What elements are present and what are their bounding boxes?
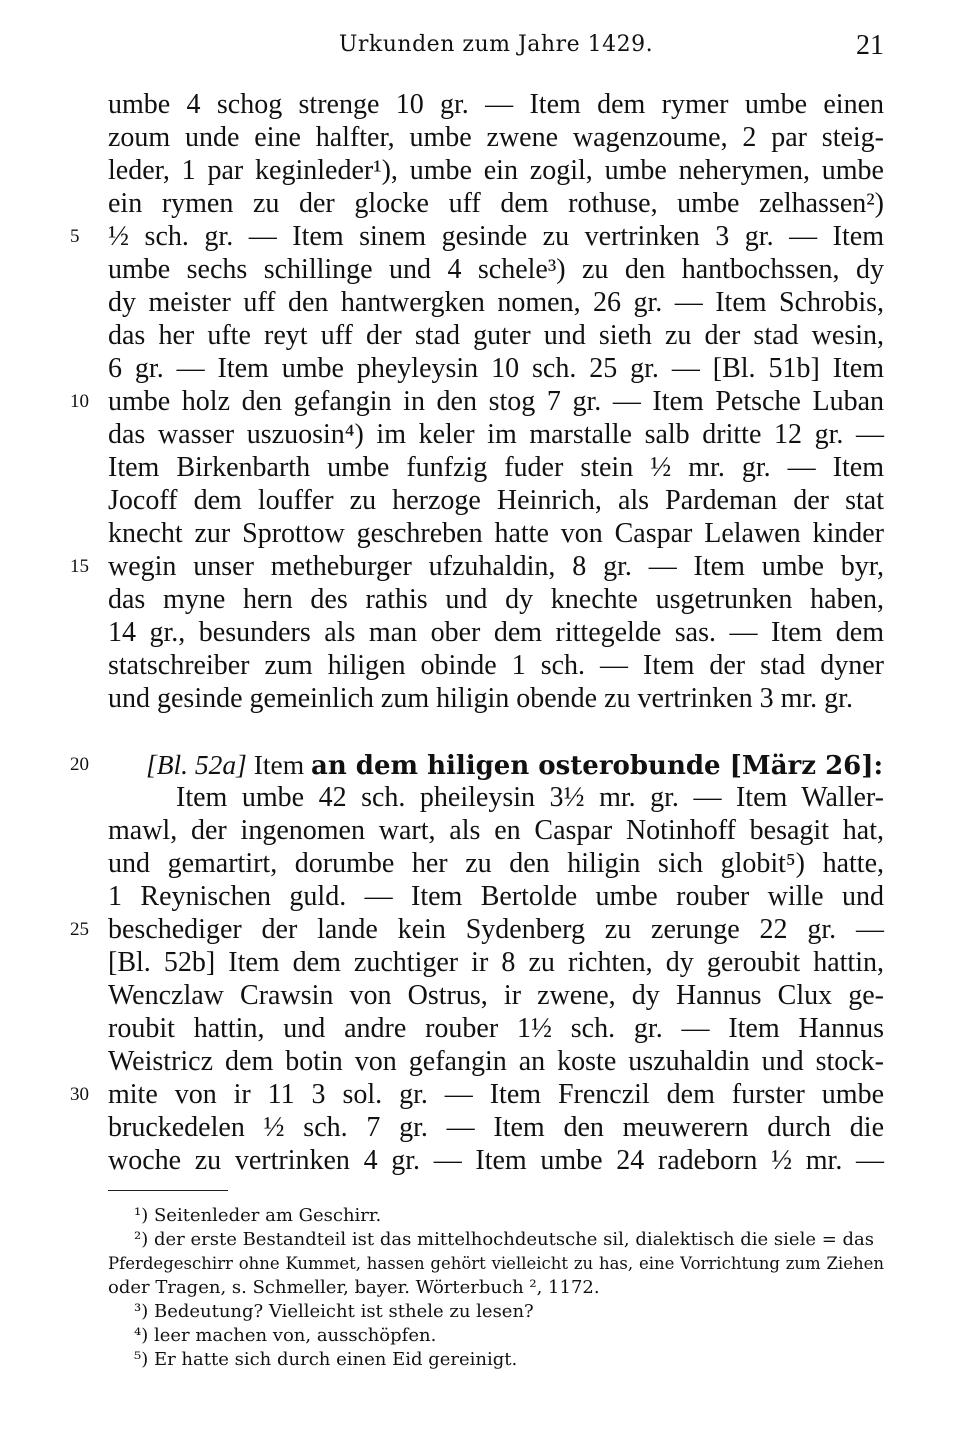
text-line: und gemartirt, dorumbe her zu den hiligin sich globit⁵) hatte, (108, 848, 884, 879)
footnote: ⁴) leer machen von, ausschöpfen. (134, 1325, 437, 1346)
text-line: mite von ir 11 3 sol. gr. — Item Frenczil dem furster umbe (108, 1079, 884, 1110)
text-line: Jocoff dem louffer zu herzoge Heinrich, als Pardeman der stat (108, 485, 884, 516)
text-line: 14 gr., besunders als man ober dem rittegelde sas. — Item dem (108, 617, 884, 648)
text-line: das wasser uszuosin⁴) im keler im marstalle salb dritte 12 gr. — (108, 419, 884, 450)
folio-reference: [Bl. 52a] (146, 749, 247, 780)
text-line: 6 gr. — Item umbe pheyleysin 10 sch. 25 gr. — [Bl. 51b] Item (108, 353, 884, 384)
text-line: Item umbe 42 sch. pheileysin 3½ mr. gr. — Item Waller- (176, 782, 884, 813)
running-head (108, 30, 884, 66)
line-number: 25 (70, 919, 89, 940)
text-line: dy meister uff den hantwergken nomen, 26 gr. — Item Schrobis, (108, 287, 884, 318)
heading-prefix: Item (253, 749, 305, 780)
footnote-continuation: Pferdegeschirr ohne Kummet, hassen gehört vielleicht zu has, eine Vorrichtung zum Ziehen (108, 1254, 884, 1273)
text-line: mawl, der ingenomen wart, als en Caspar Notinhoff besagit hat, (108, 815, 884, 846)
text-line: [Bl. 52b] Item dem zuchtiger ir 8 zu richten, dy geroubit hattin, (108, 947, 884, 978)
text-line: beschediger der lande kein Sydenberg zu zerunge 22 gr. — (108, 914, 884, 945)
heading-title: an dem hiligen osterobunde [März 26]: (311, 751, 884, 781)
footnote: ³) Bedeutung? Vielleicht ist sthele zu lesen? (134, 1301, 534, 1322)
line-number: 10 (70, 391, 89, 412)
text-line: bruckedelen ½ sch. 7 gr. — Item den meuwerern durch die (108, 1112, 884, 1143)
footnote-continuation: oder Tragen, s. Schmeller, bayer. Wörterbuch ², 1172. (108, 1277, 600, 1298)
text-line: 1 Reynischen guld. — Item Bertolde umbe rouber wille und (108, 881, 884, 912)
text-line: Weistricz dem botin von gefangin an koste uszuhaldin und stock- (108, 1046, 884, 1077)
text-line: umbe holz den gefangin in den stog 7 gr. — Item Petsche Luban (108, 386, 884, 417)
text-line: umbe 4 schog strenge 10 gr. — Item dem rymer umbe einen (108, 89, 884, 120)
page-number: 21 (856, 30, 884, 61)
footnote: ²) der erste Bestandteil ist das mittelhochdeutsche sil, dialektisch die siele = das (134, 1229, 875, 1250)
footnote: ⁵) Er hatte sich durch einen Eid gereinigt. (134, 1349, 518, 1370)
text-line: ein rymen zu der glocke uff dem rothuse, umbe zelhassen²) (108, 188, 884, 219)
text-line: leder, 1 par keginleder¹), umbe ein zogil, umbe neherymen, umbe (108, 155, 884, 186)
footnote-rule (108, 1190, 228, 1191)
line-number: 5 (70, 226, 80, 247)
text-line: woche zu vertrinken 4 gr. — Item umbe 24 radeborn ½ mr. — (108, 1145, 884, 1176)
text-line: Item Birkenbarth umbe funfzig fuder stein ½ mr. gr. — Item (108, 452, 884, 483)
text-line: das her ufte reyt uff der stad guter und sieth zu der stad wesin, (108, 320, 884, 351)
text-line: Wenczlaw Crawsin von Ostrus, ir zwene, dy Hannus Clux ge- (108, 980, 884, 1011)
text-line: zoum unde eine halfter, umbe zwene wagenzoume, 2 par steig- (108, 122, 884, 153)
line-number: 20 (70, 754, 89, 775)
line-number: 30 (70, 1084, 89, 1105)
text-line: umbe sechs schillinge und 4 schele³) zu den hantbochssen, dy (108, 254, 884, 285)
text-line: das myne hern des rathis und dy knechte usgetrunken haben, (108, 584, 884, 615)
text-line: und gesinde gemeinlich zum hiligin obende zu vertrinken 3 mr. gr. (108, 683, 853, 714)
footnote: ¹) Seitenleder am Geschirr. (134, 1205, 382, 1226)
text-line: statschreiber zum hiligen obinde 1 sch. — Item der stad dyner (108, 650, 884, 681)
text-line: wegin unser metheburger ufzuhaldin, 8 gr. — Item umbe byr, (108, 551, 884, 582)
text-line: roubit hattin, und andre rouber 1½ sch. gr. — Item Hannus (108, 1013, 884, 1044)
text-line: ½ sch. gr. — Item sinem gesinde zu vertrinken 3 gr. — Item (108, 221, 884, 252)
running-title: Urkunden zum Jahre 1429. (338, 32, 654, 57)
text-line: knecht zur Sprottow geschreben hatte von Caspar Lelawen kinder (108, 518, 884, 549)
section-heading (108, 748, 884, 781)
line-number: 15 (70, 556, 89, 577)
